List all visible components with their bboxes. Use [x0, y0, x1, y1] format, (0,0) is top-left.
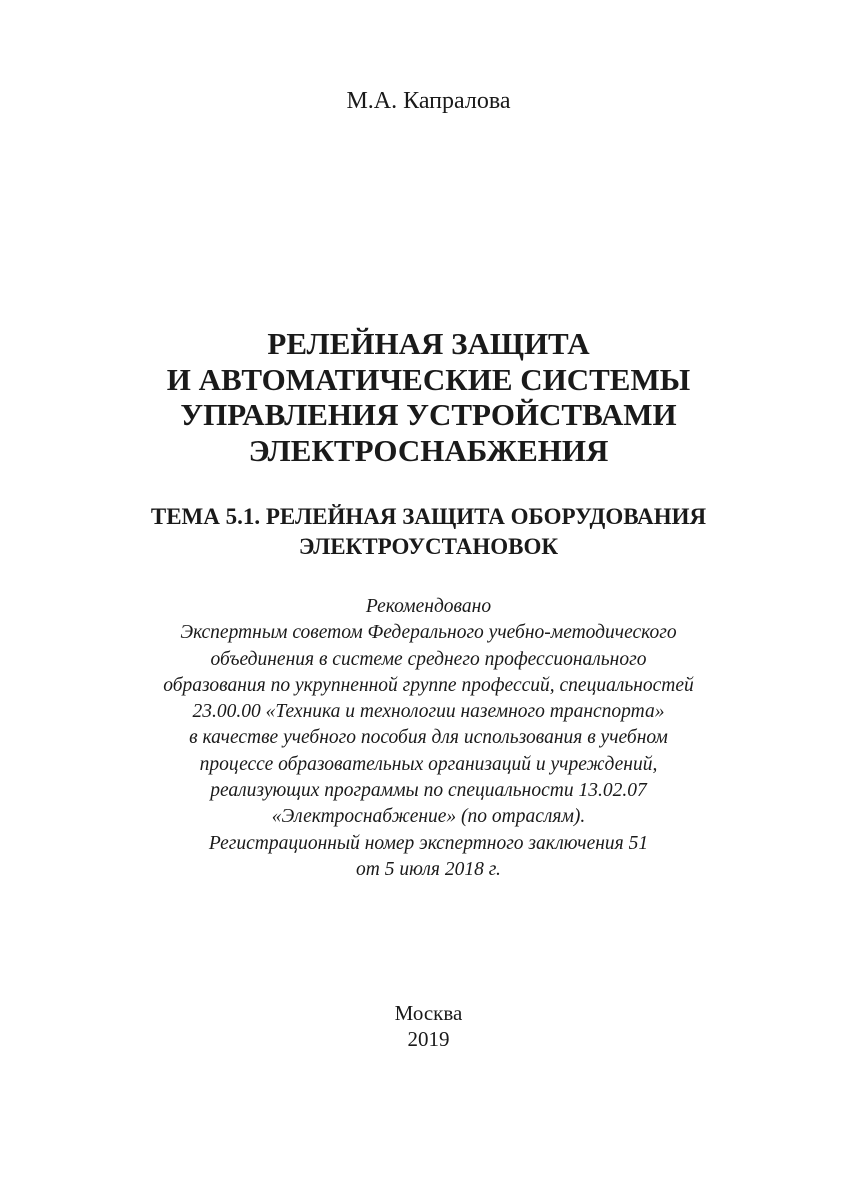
book-title [0, 326, 857, 468]
imprint [0, 1000, 857, 1052]
recommendation-block [0, 594, 857, 883]
book-title-line: ЭЛЕКТРОСНАБЖЕНИЯ [248, 432, 609, 468]
book-title-line: И АВТОМАТИЧЕСКИЕ СИСТЕМЫ [166, 361, 691, 397]
topic-subtitle [0, 502, 857, 562]
topic-subtitle-line: ТЕМА 5.1. РЕЛЕЙНАЯ ЗАЩИТА ОБОРУДОВАНИЯ [150, 504, 707, 529]
recommendation-line: процессе образовательных организаций и учреждений, [199, 753, 658, 775]
author-name: М.А. Капралова [346, 88, 511, 114]
recommendation-line: объединения в системе среднего профессионального [210, 648, 647, 670]
recommendation-line: Регистрационный номер экспертного заключения 51 [208, 832, 649, 854]
book-title-line: УПРАВЛЕНИЯ УСТРОЙСТВАМИ [180, 397, 677, 432]
recommendation-heading: Рекомендовано [365, 596, 492, 617]
recommendation-line: «Электроснабжение» (по отраслям). [271, 806, 586, 828]
publication-year: 2019 [407, 1027, 450, 1051]
recommendation-line: реализующих программы по специальности 13.02.07 [210, 780, 647, 802]
recommendation-text [0, 620, 857, 883]
recommendation-line: 23.00.00 «Техника и технологии наземного транспорта» [192, 701, 665, 723]
topic-subtitle-line: ЭЛЕКТРОУСТАНОВОК [298, 534, 559, 559]
recommendation-line: Экспертным советом Федерального учебно-методического [180, 622, 677, 644]
book-title-line: РЕЛЕЙНАЯ ЗАЩИТА [267, 326, 590, 361]
recommendation-line: от 5 июля 2018 г. [356, 858, 501, 880]
publication-city: Москва [394, 1001, 463, 1025]
recommendation-line: в качестве учебного пособия для использования в учебном [189, 727, 668, 749]
recommendation-line: образования по укрупненной группе профессий, специальностей [163, 674, 694, 696]
